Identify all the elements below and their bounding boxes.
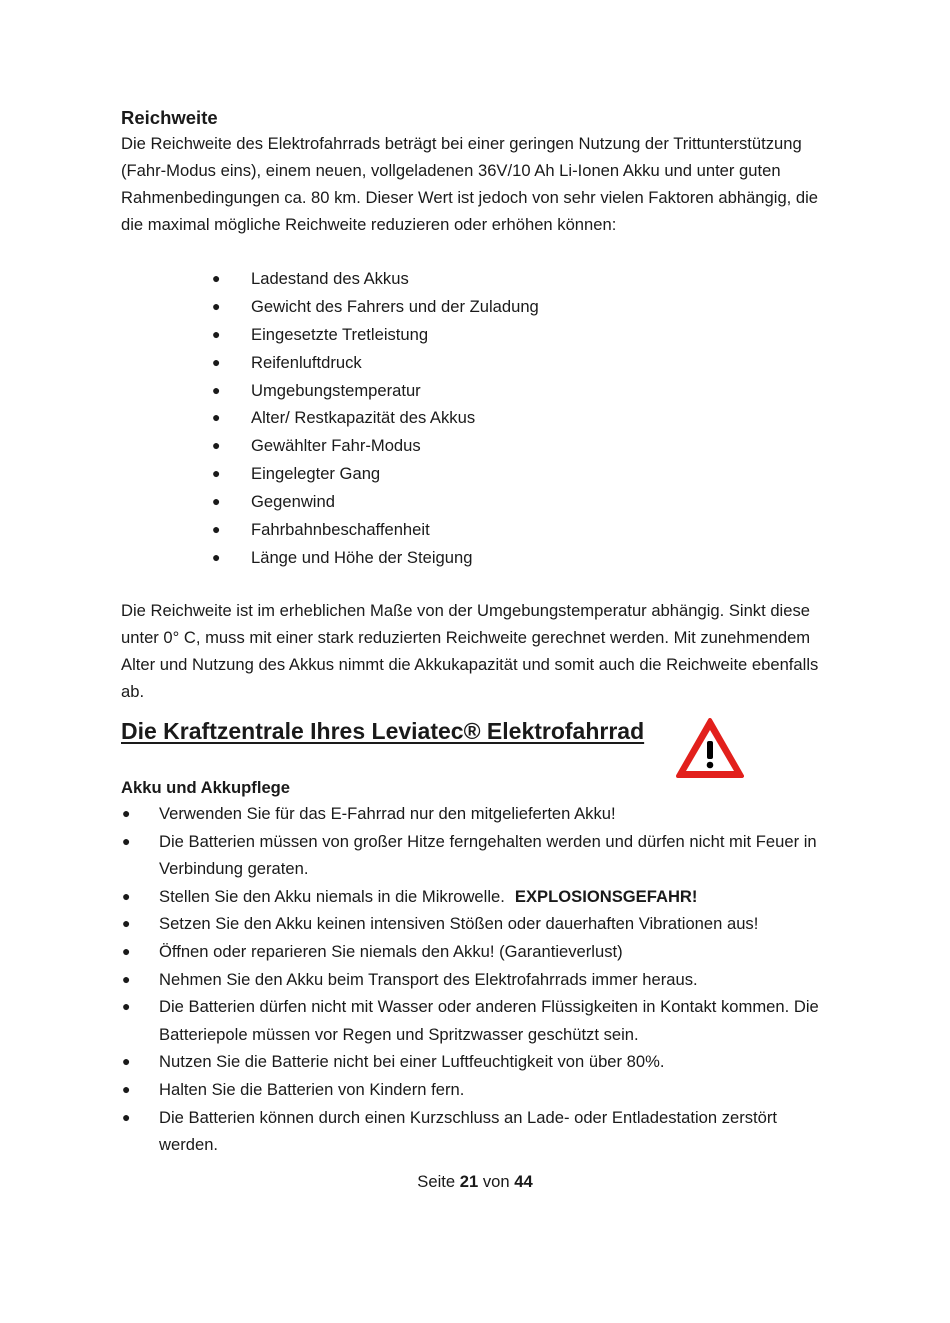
list-item: ● Umgebungstemperatur xyxy=(212,377,539,405)
bullet-icon: ● xyxy=(122,1108,131,1125)
bullet-icon: ● xyxy=(122,998,131,1015)
list-item: ● Setzen Sie den Akku keinen intensiven Stößen oder dauerhaften Vibrationen aus! xyxy=(121,910,836,938)
battery-care-list xyxy=(121,800,836,1159)
bullet-icon: ● xyxy=(212,437,221,454)
bullet-icon: ● xyxy=(122,805,131,821)
section-heading-range: Reichweite xyxy=(121,107,218,128)
total-pages-number: 44 xyxy=(514,1172,533,1191)
list-item: ● Gegenwind xyxy=(212,488,539,516)
bullet-icon: ● xyxy=(122,942,131,959)
range-intro-paragraph: Die Reichweite des Elektrofahrrads beträgt bei einer geringen Nutzung der Trittunterstützung (Fahr-Modus eins), einem neuen, vollgeladenen 36V/10 Ah Li-Ionen Akku und unter guten Rahmenbedingungen ca. 80 km. Dieser Wert ist jedoch von sehr vielen Faktoren abhängig, die die maximal mögliche Reichweite reduzieren oder erhöhen können: xyxy=(121,134,819,234)
list-item: ● Eingelegter Gang xyxy=(212,460,539,488)
bullet-icon: ● xyxy=(212,270,221,286)
warning-triangle-icon xyxy=(676,718,744,778)
range-factors-list xyxy=(212,265,539,572)
list-item: ● Nutzen Sie die Batterie nicht bei einer Luftfeuchtigkeit von über 80%. xyxy=(121,1048,836,1076)
bullet-icon: ● xyxy=(212,297,221,314)
bullet-icon: ● xyxy=(212,493,221,510)
list-item: ● Ladestand des Akkus xyxy=(212,265,539,293)
page-footer xyxy=(0,1172,950,1192)
explosion-warning-text: EXPLOSIONSGEFAHR! xyxy=(514,886,698,906)
bullet-icon: ● xyxy=(212,353,221,370)
list-item: ● Die Batterien können durch einen Kurzschluss an Lade- oder Entladestation zerstört werden. xyxy=(121,1104,836,1159)
bullet-icon: ● xyxy=(212,381,221,398)
bullet-icon: ● xyxy=(212,465,221,482)
bullet-icon: ● xyxy=(212,548,221,565)
bullet-icon: ● xyxy=(122,1053,131,1070)
bullet-icon: ● xyxy=(122,970,131,987)
bullet-icon: ● xyxy=(212,325,221,342)
bullet-icon: ● xyxy=(122,915,131,932)
bullet-icon: ● xyxy=(122,832,131,849)
list-item: ● Die Batterien müssen von großer Hitze ferngehalten werden und dürfen nicht mit Feuer in Verbindung geraten. xyxy=(121,828,836,883)
section-heading-power: Die Kraftzentrale Ihres Leviatec® Elektrofahrrad xyxy=(121,718,645,744)
list-item: ● Verwenden Sie für das E-Fahrrad nur den mitgelieferten Akku! xyxy=(121,800,836,828)
bullet-icon: ● xyxy=(122,1080,131,1097)
list-item: ● Nehmen Sie den Akku beim Transport des Elektrofahrrads immer heraus. xyxy=(121,966,836,994)
temperature-note-paragraph: Die Reichweite ist im erheblichen Maße von der Umgebungstemperatur abhängig. Sinkt diese unter 0° C, muss mit einer stark reduzierten Reichweite gerechnet werden. Mit zunehmendem Alter und Nutzung des Akkus nimmt die Akkukapazität und somit auch die Reichweite ebenfalls ab. xyxy=(121,601,819,701)
subheading-battery-care: Akku und Akkupflege xyxy=(121,778,291,797)
list-item: ● Halten Sie die Batterien von Kindern fern. xyxy=(121,1076,836,1104)
bullet-icon: ● xyxy=(122,887,131,904)
list-item: ● Öffnen oder reparieren Sie niemals den Akku! (Garantieverlust) xyxy=(121,938,836,966)
list-item: ● Stellen Sie den Akku niemals in die Mikrowelle. EXPLOSIONSGEFAHR! xyxy=(121,883,836,911)
list-item: ● Länge und Höhe der Steigung xyxy=(212,544,539,572)
current-page-number: 21 xyxy=(459,1172,479,1191)
list-item: ● Gewählter Fahr-Modus xyxy=(212,432,539,460)
list-item: ● Alter/ Restkapazität des Akkus xyxy=(212,404,539,432)
bullet-icon: ● xyxy=(212,521,221,538)
list-item: ● Gewicht des Fahrers und der Zuladung xyxy=(212,293,539,321)
list-item: ● Eingesetzte Tretleistung xyxy=(212,321,539,349)
list-item: ● Die Batterien dürfen nicht mit Wasser oder anderen Flüssigkeiten in Kontakt kommen. Die Batteriepole müssen vor Regen und Spritzwasser geschützt sein. xyxy=(121,993,836,1048)
page-of-label: von xyxy=(482,1172,510,1191)
page-label: Seite xyxy=(417,1172,456,1191)
list-item: ● Reifenluftdruck xyxy=(212,349,539,377)
list-item: ● Fahrbahnbeschaffenheit xyxy=(212,516,539,544)
bullet-icon: ● xyxy=(212,409,221,426)
